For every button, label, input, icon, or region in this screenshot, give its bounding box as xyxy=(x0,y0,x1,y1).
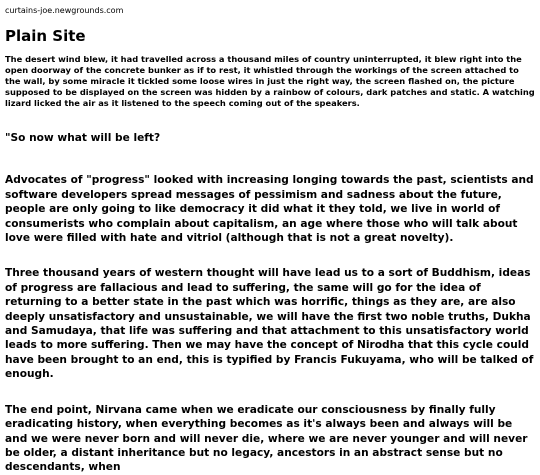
site-url: curtains-joe.newgrounds.com xyxy=(5,6,124,15)
body-paragraph: The end point, Nirvana came when we eradicate our consciousness by finally fully eradicating history, when everything becomes as it's always been and always will be and we were never born and will never die, where we are never younger and will never be older, a distant inheritance but no legacy, ancestors in an abstract sense but no descendants, when xyxy=(5,403,528,474)
intro-paragraph: The desert wind blew, it had travelled across a thousand miles of country uninterrupted, it blew right into the open doorway of the concrete bunker as if to rest, it whistled through the workings of the screen attached to the wall, by some miracle it tickled some loose wires in just the right way, the screen flashed on, the picture supposed to be displayed on the screen was hidden by a rainbow of colours, dark patches and static. A watching lizard licked the air as it listened to the speech coming out of the speakers. xyxy=(5,54,535,108)
body-paragraph: "So now what will be left? xyxy=(5,132,161,144)
body-paragraph: Advocates of "progress" looked with increasing longing towards the past, scientists and software developers spread messages of pessimism and sadness about the future, people are only going to like democracy it did what it they told, we live in world of consumerists who complain about capitalism, an age where those who will talk about love were filled with hate and vitriol (although that is not a great novelty). xyxy=(5,174,534,245)
page-title: Plain Site xyxy=(5,27,86,45)
body-paragraph: Three thousand years of western thought will have lead us to a sort of Buddhism, ideas of progress are fallacious and lead to suffering, the same will go for the idea of returning to a better state in the past which was horrific, things as they are, are also deeply unsatisfactory and unsustainable, we will have the first two noble truths, Dukha and Samudaya, that life was suffering and that attachment to this unsatisfactory world leads to more suffering. Then we may have the concept of Nirodha that this cycle could have been brought to an end, this is typified by Francis Fukuyama, who will be talked of enough. xyxy=(5,267,534,381)
